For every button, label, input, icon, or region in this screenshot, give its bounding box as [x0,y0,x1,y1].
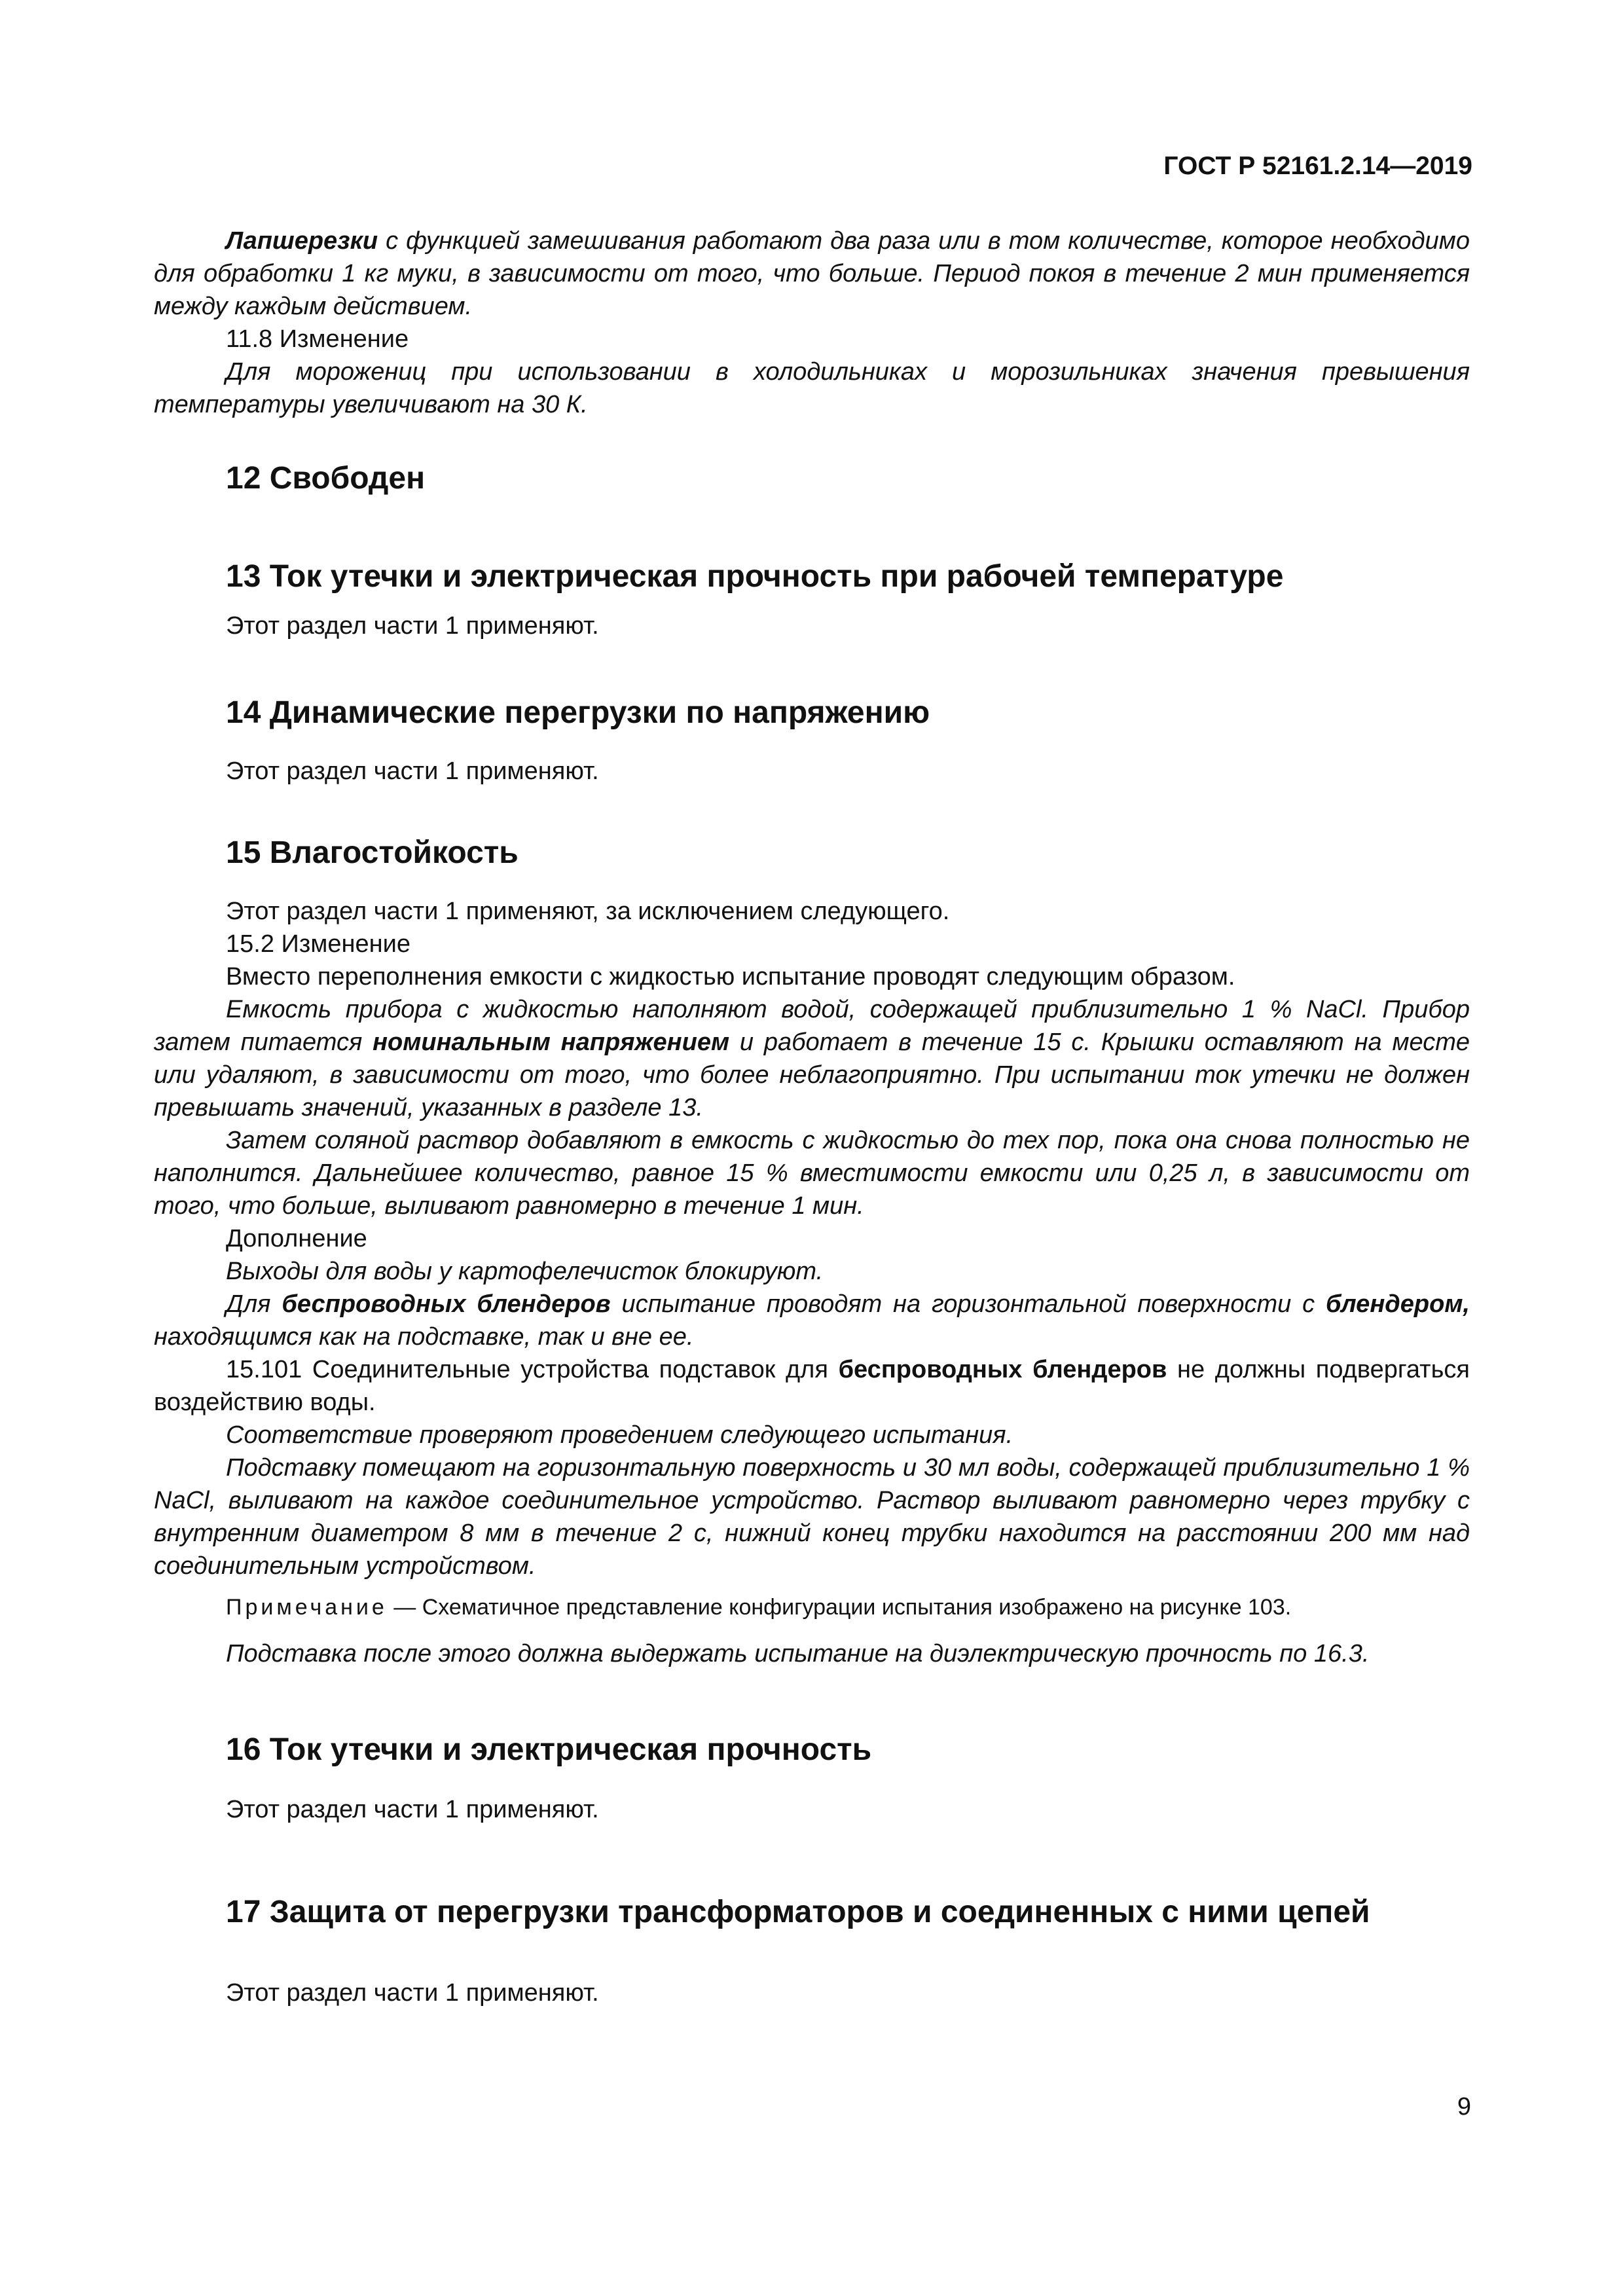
section-17-title: 17 Защита от перегрузки трансформаторов и соединенных с ними цепей [226,1895,1370,1929]
addition-label: Дополнение [226,1225,367,1252]
paragraph-lapsherezki: Лапшерезки с функцией замешивания работают два раза или в том количестве, которое необходимо для обработки 1 кг муки, в зависимости от того, что больше. Период покоя в течение 2 мин применяется между каждым действием. [154,227,1470,320]
section-14-title: 14 Динамические перегрузки по напряжению [226,695,930,730]
term-blender: блендером, [1326,1290,1470,1318]
paragraph-cordless-blenders: Для беспроводных блендеров испытание проводят на горизонтальной поверхности с блендером, находящимся как на подставке, так и вне ее. [154,1290,1470,1351]
note-label: Примечание [226,1595,388,1620]
clause-11-8: 11.8 Изменение [226,325,409,353]
paragraph-potato-peelers: Выходы для воды у картофелечисток блокируют. [226,1258,824,1285]
note: Примечание — Схематичное представление конфигурации испытания изображено на рисунке 103. [226,1595,1292,1620]
section-15-title: 15 Влагостойкость [226,835,519,870]
paragraph-instead-overflow: Вместо переполнения емкости с жидкостью испытание проводят следующим образом. [226,963,1235,991]
document-header: ГОСТ Р 52161.2.14—2019 [1163,152,1472,180]
document-body [154,225,1470,2009]
page-number: 9 [1457,2093,1471,2121]
section-16-title: 16 Ток утечки и электрическая прочность [226,1732,872,1767]
clause-15-2: 15.2 Изменение [226,930,410,958]
term-lapsherezki: Лапшерезки [226,227,378,255]
term-rated-voltage: номинальным напряжением [373,1029,730,1056]
term-cordless-blenders-2: беспроводных блендеров [838,1356,1167,1383]
section-12-title: 12 Свободен [226,461,426,496]
term-cordless-blenders: беспроводных блендеров [282,1290,611,1318]
section-14-text: Этот раздел части 1 применяют. [226,757,599,785]
section-15-intro: Этот раздел части 1 применяют, за исключением следующего. [226,898,950,925]
paragraph-salt-solution: Затем соляной раствор добавляют в емкость с жидкостью до тех пор, пока она снова полностью не наполнится. Дальнейшее количество, равное 15 % вместимости емкости или 0,25 л, в зависимости от того, что больше, выливают равномерно в течение 1 мин. [154,1127,1470,1220]
section-13-title: 13 Ток утечки и электрическая прочность при рабочей температуре [226,559,1284,594]
section-16-text: Этот раздел части 1 применяют. [226,1796,599,1823]
paragraph-dielectric-test: Подставка после этого должна выдержать испытание на диэлектрическую прочность по 16.3. [226,1640,1370,1667]
paragraph-compliance-check: Соответствие проверяют проведением следующего испытания. [226,1421,1013,1449]
paragraph-ice-cream-makers: Для морожениц при использовании в холодильниках и морозильниках значения превышения температуры увеличивают на 30 К. [154,358,1470,418]
section-13-text: Этот раздел части 1 применяют. [226,612,599,640]
paragraph-stand-test: Подставку помещают на горизонтальную поверхность и 30 мл воды, содержащей приблизительно 1 % NaCl, выливают на каждое соединительное устройство. Раствор выливают равномерно через трубку с внутренним диаметром 8 мм в течение 2 с, нижний конец трубки находится на расстоянии 200 мм над соединительным устройством. [154,1454,1470,1580]
paragraph-container-filled: Емкость прибора с жидкостью наполняют водой, содержащей приблизительно 1 % NaCl. Прибор затем питается номинальным напряжением и работает в течение 15 с. Крышки оставляют на месте или удаляют, в зависимости от того, что более неблагоприятно. При испытании ток утечки не должен превышать значений, указанных в разделе 13. [154,996,1470,1121]
section-17-text: Этот раздел части 1 применяют. [226,1979,599,2007]
clause-15-101: 15.101 Соединительные устройства подставок для беспроводных блендеров не должны подвергаться воздействию воды. [154,1356,1470,1416]
